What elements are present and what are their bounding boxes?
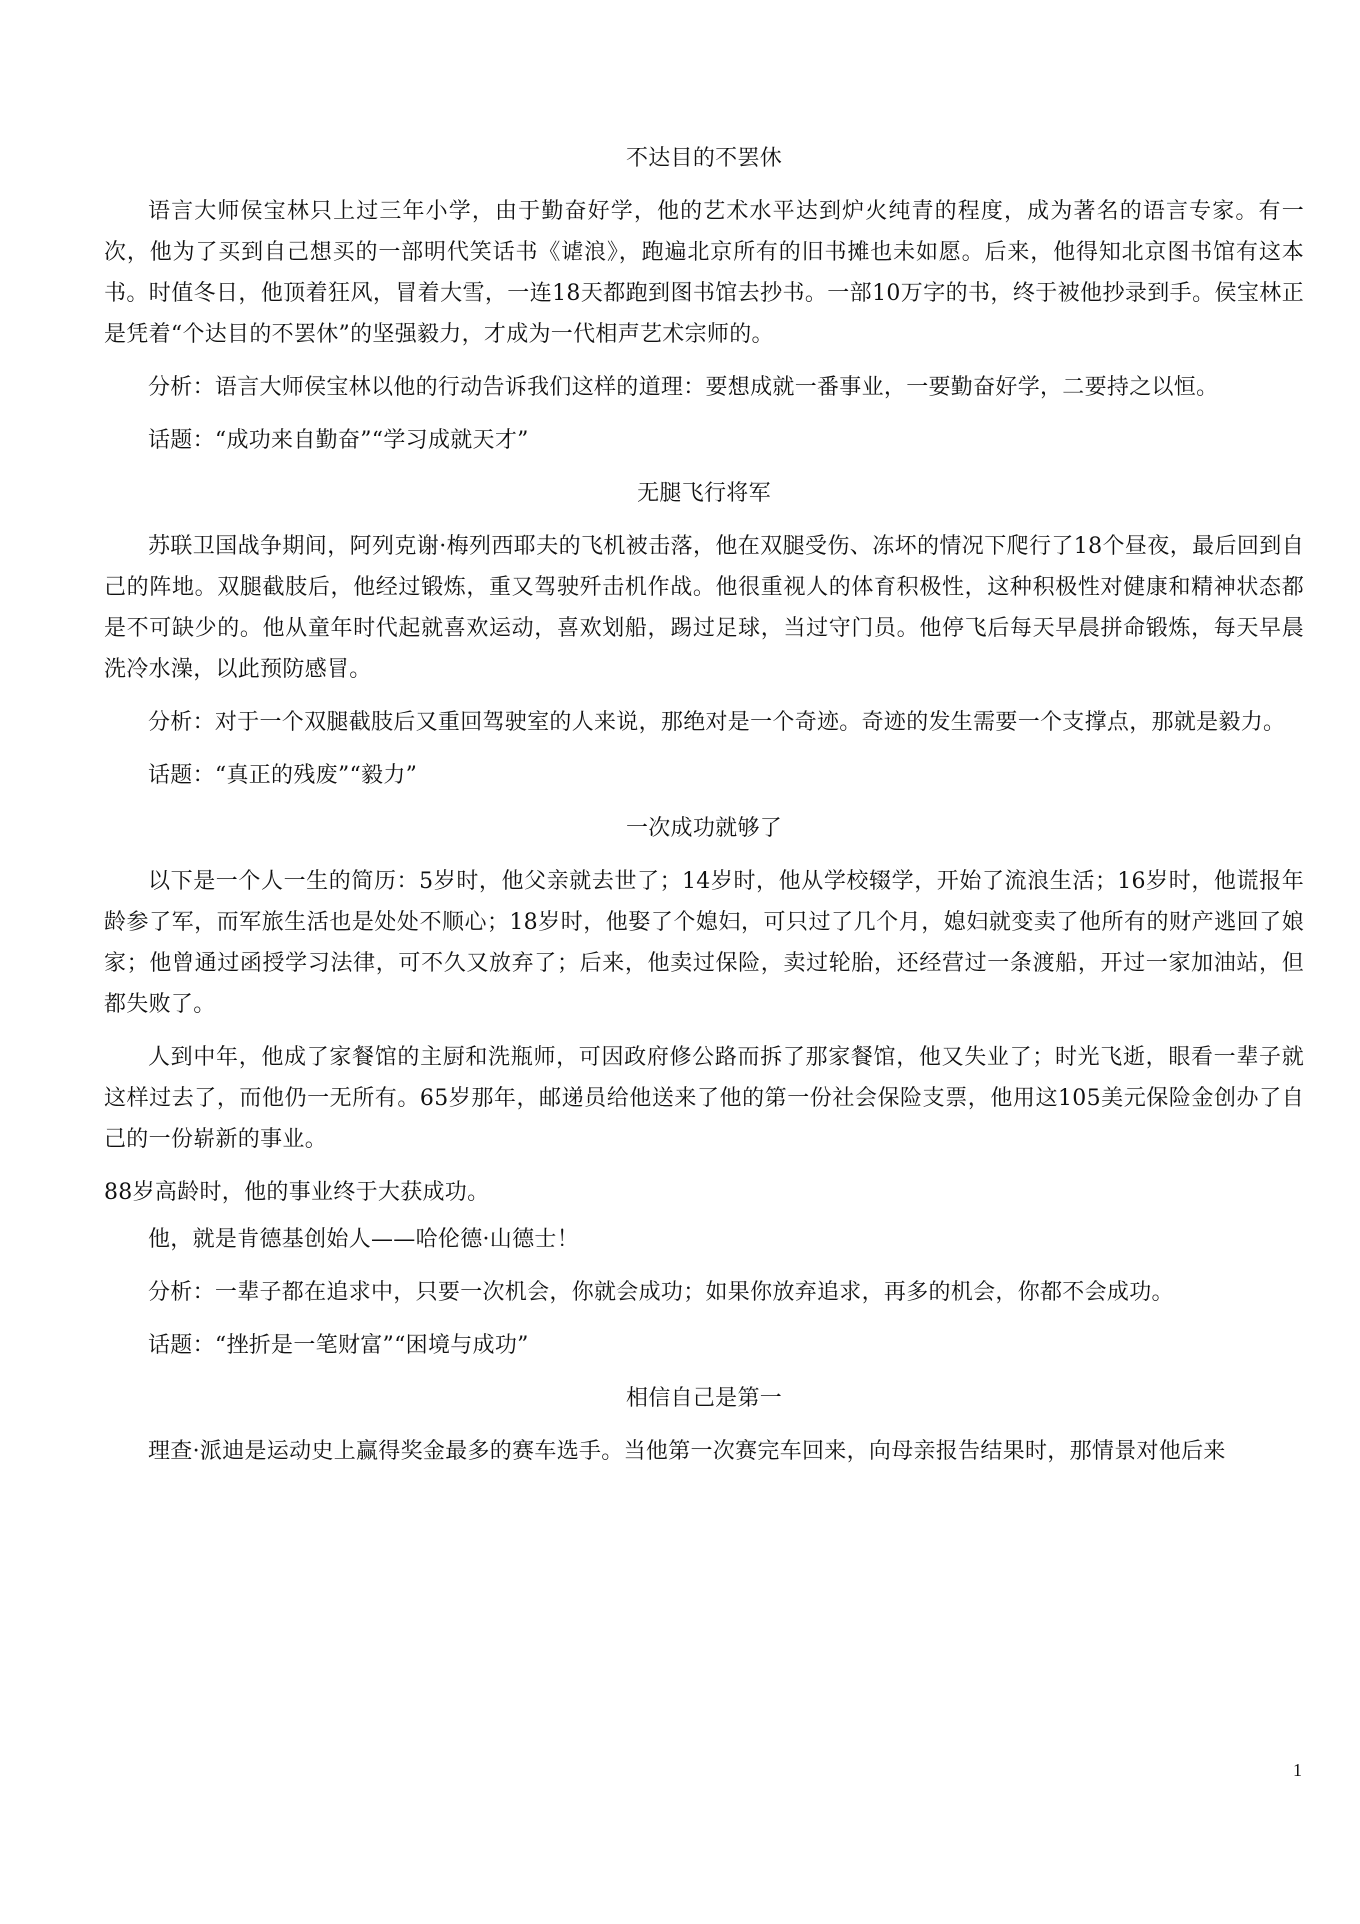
topic-paragraph: 话题：“成功来自勤奋”“学习成就天才” <box>148 428 529 453</box>
story-paragraph: 苏联卫国战争期间，阿列克谢·梅列西耶夫的飞机被击落，他在双腿受伤、冻坏的情况下爬行了18个昼夜，最后回到自己的阵地。双腿截肢后，他经过锻炼，重又驾驶歼击机作战。他很重视人的体育积极性，这种积极性对健康和精神状态都是不可缺少的。他从童年时代起就喜欢运动，喜欢划船，踢过足球，当过守门员。他停飞后每天早晨拼命锻炼，每天早晨洗冷水澡，以此预防感冒。 <box>104 534 1304 682</box>
topic-paragraph: 话题：“挫折是一笔财富”“困境与成功” <box>148 1333 529 1358</box>
document-body <box>104 138 1304 1484</box>
story-paragraph: 他，就是肯德基创始人——哈伦德·山德士！ <box>148 1227 579 1252</box>
page-number: 1 <box>1293 1760 1302 1780</box>
story-paragraph: 人到中年，他成了家餐馆的主厨和洗瓶师，可因政府修公路而拆了那家餐馆，他又失业了；时光飞逝，眼看一辈子就这样过去了，而他仍一无所有。65岁那年，邮递员给他送来了他的第一份社会保险支票，他用这105美元保险金创办了自己的一份崭新的事业。 <box>104 1045 1304 1152</box>
section-title: 无腿飞行将军 <box>637 481 771 506</box>
section-title: 相信自己是第一 <box>625 1386 783 1411</box>
story-paragraph: 语言大师侯宝林只上过三年小学，由于勤奋好学，他的艺术水平达到炉火纯青的程度，成为著名的语言专家。有一次，他为了买到自己想买的一部明代笑话书《谑浪》，跑遍北京所有的旧书摊也未如愿。后来，他得知北京图书馆有这本书。时值冬日，他顶着狂风，冒着大雪，一连18天都跑到图书馆去抄书。一部10万字的书，终于被他抄录到手。侯宝林正是凭着“个达目的不罢休”的坚强毅力，才成为一代相声艺术宗师的。 <box>104 199 1304 347</box>
analysis-paragraph: 分析：对于一个双腿截肢后又重回驾驶室的人来说，那绝对是一个奇迹。奇迹的发生需要一个支撑点，那就是毅力。 <box>148 710 1286 735</box>
section-title: 一次成功就够了 <box>625 816 783 841</box>
section-title: 不达目的不罢休 <box>625 146 783 171</box>
story-paragraph: 以下是一个人一生的简历：5岁时，他父亲就去世了；14岁时，他从学校辍学，开始了流浪生活；16岁时，他谎报年龄参了军，而军旅生活也是处处不顺心；18岁时，他娶了个媳妇，可只过了几个月，媳妇就变卖了他所有的财产逃回了娘家；他曾通过函授学习法律，可不久又放弃了；后来，他卖过保险，卖过轮胎，还经营过一条渡船，开过一家加油站，但都失败了。 <box>104 869 1304 1017</box>
analysis-paragraph: 分析：语言大师侯宝林以他的行动告诉我们这样的道理：要想成就一番事业，一要勤奋好学，二要持之以恒。 <box>148 375 1219 400</box>
story-paragraph: 理查·派迪是运动史上赢得奖金最多的赛车选手。当他第一次赛完车回来，向母亲报告结果时，那情景对他后来 <box>148 1439 1226 1464</box>
story-paragraph: 88岁高龄时，他的事业终于大获成功。 <box>104 1180 490 1205</box>
analysis-paragraph: 分析：一辈子都在追求中，只要一次机会，你就会成功；如果你放弃追求，再多的机会，你都不会成功。 <box>148 1280 1174 1305</box>
topic-paragraph: 话题：“真正的残废”“毅力” <box>148 763 418 788</box>
